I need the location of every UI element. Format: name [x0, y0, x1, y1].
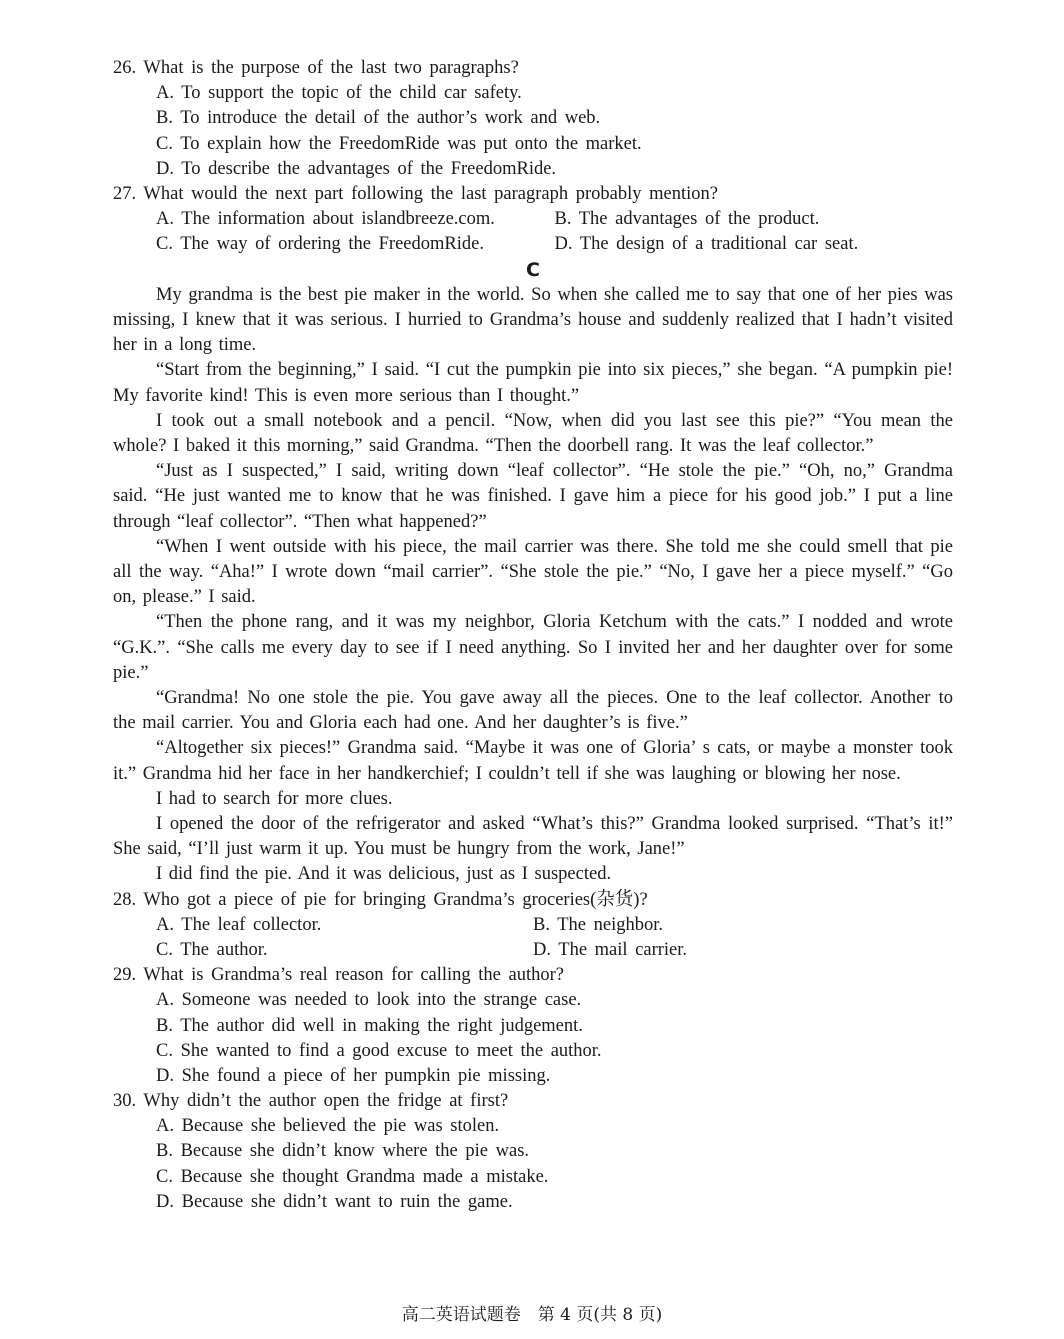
question-29-option-b: B. The author did well in making the right judgement. [156, 1015, 583, 1036]
question-28-stem: 28. Who got a piece of pie for bringing Grandma’s groceries(杂货)? [113, 889, 648, 910]
question-27-option-b: B. The advantages of the product. [554, 209, 820, 230]
question-28-options-row-1 [113, 913, 953, 938]
question-29-option-a: A. Someone was needed to look into the strange case. [156, 990, 582, 1011]
question-26-option-c: C. To explain how the FreedomRide was put onto the market. [156, 133, 642, 154]
passage-paragraph-6: “Then the phone rang, and it was my neighbor, Gloria Ketchum with the cats.” I nodded and wrote “G.K.”. “She calls me every day to see if I need anything. So I invited her and her daughter over for some pie.” [113, 612, 953, 683]
passage-paragraph-3: I took out a small notebook and a pencil. “Now, when did you last see this pie?” “You mean the whole? I baked it this morning,” said Grandma. “Then the doorbell rang. It was the leaf collector.” [113, 410, 953, 456]
question-30-option-c: C. Because she thought Grandma made a mistake. [156, 1166, 549, 1187]
page-footer: 高二英语试题卷 第 4 页(共 8 页) [401, 1305, 663, 1325]
section-heading: C [526, 258, 540, 281]
passage-paragraph-2: “Start from the beginning,” I said. “I cut the pumpkin pie into six pieces,” she began. “A pumpkin pie! My favorite kind! This is even more serious than I thought.” [113, 360, 953, 406]
question-27-option-c: C. The way of ordering the FreedomRide. [156, 234, 484, 255]
passage-paragraph-11: I did find the pie. And it was delicious, just as I suspected. [156, 864, 612, 885]
passage-paragraph-1: My grandma is the best pie maker in the world. So when she called me to say that one of her pies was missing, I knew that it was serious. I hurried to Grandma’s house and suddenly realized that I hadn’t visited her in a long time. [113, 284, 953, 356]
question-30-option-a: A. Because she believed the pie was stolen. [156, 1116, 500, 1137]
question-26-option-a: A. To support the topic of the child car safety. [156, 83, 522, 104]
question-30-option-d: D. Because she didn’t want to ruin the game. [156, 1191, 513, 1212]
question-29-stem: 29. What is Grandma’s real reason for calling the author? [113, 965, 564, 986]
passage-paragraph-10: I opened the door of the refrigerator and asked “What’s this?” Grandma looked surprised. “That’s it!” She said, “I’ll just warm it up. You must be hungry from the work, Jane!” [113, 813, 953, 860]
question-27-stem: 27. What would the next part following the last paragraph probably mention? [113, 183, 718, 204]
question-26-option-d: D. To describe the advantages of the FreedomRide. [156, 158, 557, 179]
question-30-option-b: B. Because she didn’t know where the pie was. [156, 1141, 530, 1162]
passage-paragraph-4: “Just as I suspected,” I said, writing down “leaf collector”. “He stole the pie.” “Oh, no,” Grandma said. “He just wanted me to know that he was finished. I gave him a piece for his good job.” I put a line through “leaf collector”. “Then what happened?” [113, 461, 953, 532]
question-27-options-row-1 [113, 207, 953, 232]
question-27-option-d: D. The design of a traditional car seat. [554, 234, 859, 255]
question-28-option-b: B. The neighbor. [533, 914, 664, 935]
question-26-stem: 26. What is the purpose of the last two paragraphs? [113, 58, 519, 78]
question-28-option-c: C. The author. [156, 939, 268, 960]
question-29-option-c: C. She wanted to find a good excuse to meet the author. [156, 1040, 602, 1061]
question-28-options-row-2 [113, 938, 953, 963]
exam-page [113, 56, 953, 1215]
question-26-option-b: B. To introduce the detail of the author’s work and web. [156, 108, 601, 129]
passage-paragraph-9: I had to search for more clues. [156, 788, 393, 809]
question-30-stem: 30. Why didn’t the author open the fridge at first? [113, 1091, 509, 1112]
question-27-options-row-2 [113, 232, 953, 257]
passage-paragraph-8: “Altogether six pieces!” Grandma said. “Maybe it was one of Gloria’ s cats, or maybe a monster took it.” Grandma hid her face in her handkerchief; I couldn’t tell if she was laughing or blowing her nose. [113, 738, 953, 784]
passage-paragraph-7: “Grandma! No one stole the pie. You gave away all the pieces. One to the leaf collector. Another to the mail carrier. You and Gloria each had one. And her daughter’s is five.” [113, 687, 953, 734]
question-27-option-a: A. The information about islandbreeze.com. [156, 209, 495, 230]
passage-paragraph-5: “When I went outside with his piece, the mail carrier was there. She told me she could smell that pie all the way. “Aha!” I wrote down “mail carrier”. “She stole the pie.” “No, I gave her a piece myself.” “Go on, please.” I said. [113, 536, 953, 608]
question-28-option-a: A. The leaf collector. [156, 914, 322, 935]
question-29-option-d: D. She found a piece of her pumpkin pie missing. [156, 1065, 551, 1086]
question-28-option-d: D. The mail carrier. [533, 939, 688, 960]
